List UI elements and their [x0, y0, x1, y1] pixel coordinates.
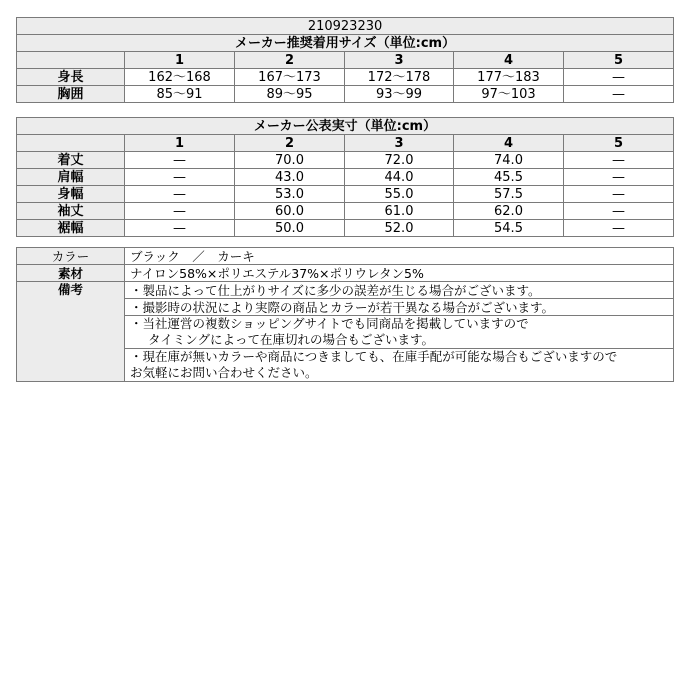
- note-line: タイミングによって在庫切れの場合もございます。: [148, 332, 435, 347]
- table-cell: 61.0: [345, 203, 454, 220]
- table-cell: 85〜91: [125, 86, 235, 103]
- table-cell: 52.0: [345, 220, 454, 237]
- table-row: [17, 265, 674, 282]
- table-row: [17, 203, 674, 220]
- note-line: ・当社運営の複数ショッピングサイトでも同商品を掲載していますので: [130, 316, 529, 331]
- table-cell: —: [564, 220, 674, 237]
- table-row: [17, 169, 674, 186]
- table-row: [17, 220, 674, 237]
- note-line: お気軽にお問い合わせください。: [130, 365, 318, 380]
- product-code: 210923230: [17, 18, 674, 35]
- table-cell: 177〜183: [454, 69, 564, 86]
- table-cell: 45.5: [454, 169, 564, 186]
- size-header: 2: [235, 135, 345, 152]
- table-cell: 172〜178: [345, 69, 454, 86]
- table-row: [17, 86, 674, 103]
- table-cell: 55.0: [345, 186, 454, 203]
- size-header: 5: [564, 135, 674, 152]
- size-header: 2: [235, 52, 345, 69]
- note-line: ・現在庫が無いカラーや商品につきましても、在庫手配が可能な場合もございますので: [130, 349, 618, 364]
- corner-cell: [17, 52, 125, 69]
- product-info-table: [16, 247, 674, 382]
- table-row: [17, 248, 674, 265]
- table-cell: 167〜173: [235, 69, 345, 86]
- note-item: [125, 316, 674, 349]
- notes-label: 備考: [17, 282, 125, 382]
- table-cell: 62.0: [454, 203, 564, 220]
- table-cell: 89〜95: [235, 86, 345, 103]
- table-cell: —: [564, 152, 674, 169]
- table-cell: —: [564, 169, 674, 186]
- material-value: ナイロン58%×ポリエステル37%×ポリウレタン5%: [125, 265, 674, 282]
- table-cell: 60.0: [235, 203, 345, 220]
- size-header: 4: [454, 135, 564, 152]
- table-cell: —: [564, 69, 674, 86]
- note-item: [125, 349, 674, 382]
- row-label-shoulder: 肩幅: [17, 169, 125, 186]
- measured-size-table: [16, 117, 674, 237]
- recommended-size-table: [16, 17, 674, 103]
- table-cell: 162〜168: [125, 69, 235, 86]
- table-cell: 50.0: [235, 220, 345, 237]
- table-cell: 53.0: [235, 186, 345, 203]
- table-cell: 54.5: [454, 220, 564, 237]
- size-header: 3: [345, 135, 454, 152]
- table-row: [17, 282, 674, 299]
- note-item: ・製品によって仕上がりサイズに多少の誤差が生じる場合がございます。: [125, 282, 674, 299]
- material-label: 素材: [17, 265, 125, 282]
- table-cell: 74.0: [454, 152, 564, 169]
- size-header: 4: [454, 52, 564, 69]
- table-cell: 97〜103: [454, 86, 564, 103]
- row-label-height: 身長: [17, 69, 125, 86]
- table-row: [17, 152, 674, 169]
- table-cell: 44.0: [345, 169, 454, 186]
- table-cell: —: [125, 186, 235, 203]
- color-label: カラー: [17, 248, 125, 265]
- table-cell: 43.0: [235, 169, 345, 186]
- size-header: 3: [345, 52, 454, 69]
- note-item: ・撮影時の状況により実際の商品とカラーが若干異なる場合がございます。: [125, 299, 674, 316]
- row-label-length: 着丈: [17, 152, 125, 169]
- corner-cell: [17, 135, 125, 152]
- table-cell: —: [125, 203, 235, 220]
- table-cell: 70.0: [235, 152, 345, 169]
- size-header: 1: [125, 135, 235, 152]
- color-value: ブラック ／ カーキ: [125, 248, 674, 265]
- table-row: [17, 186, 674, 203]
- recommended-size-title: メーカー推奨着用サイズ（単位:cm）: [17, 35, 674, 52]
- measured-size-title: メーカー公表実寸（単位:cm）: [17, 118, 674, 135]
- size-header: 5: [564, 52, 674, 69]
- row-label-sleeve: 袖丈: [17, 203, 125, 220]
- table-row: [17, 69, 674, 86]
- table-cell: —: [564, 186, 674, 203]
- table-cell: —: [564, 86, 674, 103]
- table-cell: 57.5: [454, 186, 564, 203]
- table-cell: —: [125, 169, 235, 186]
- row-label-hem-width: 裾幅: [17, 220, 125, 237]
- table-cell: —: [125, 152, 235, 169]
- table-cell: 72.0: [345, 152, 454, 169]
- size-header: 1: [125, 52, 235, 69]
- table-cell: —: [564, 203, 674, 220]
- row-label-chest: 胸囲: [17, 86, 125, 103]
- row-label-body-width: 身幅: [17, 186, 125, 203]
- table-cell: 93〜99: [345, 86, 454, 103]
- table-cell: —: [125, 220, 235, 237]
